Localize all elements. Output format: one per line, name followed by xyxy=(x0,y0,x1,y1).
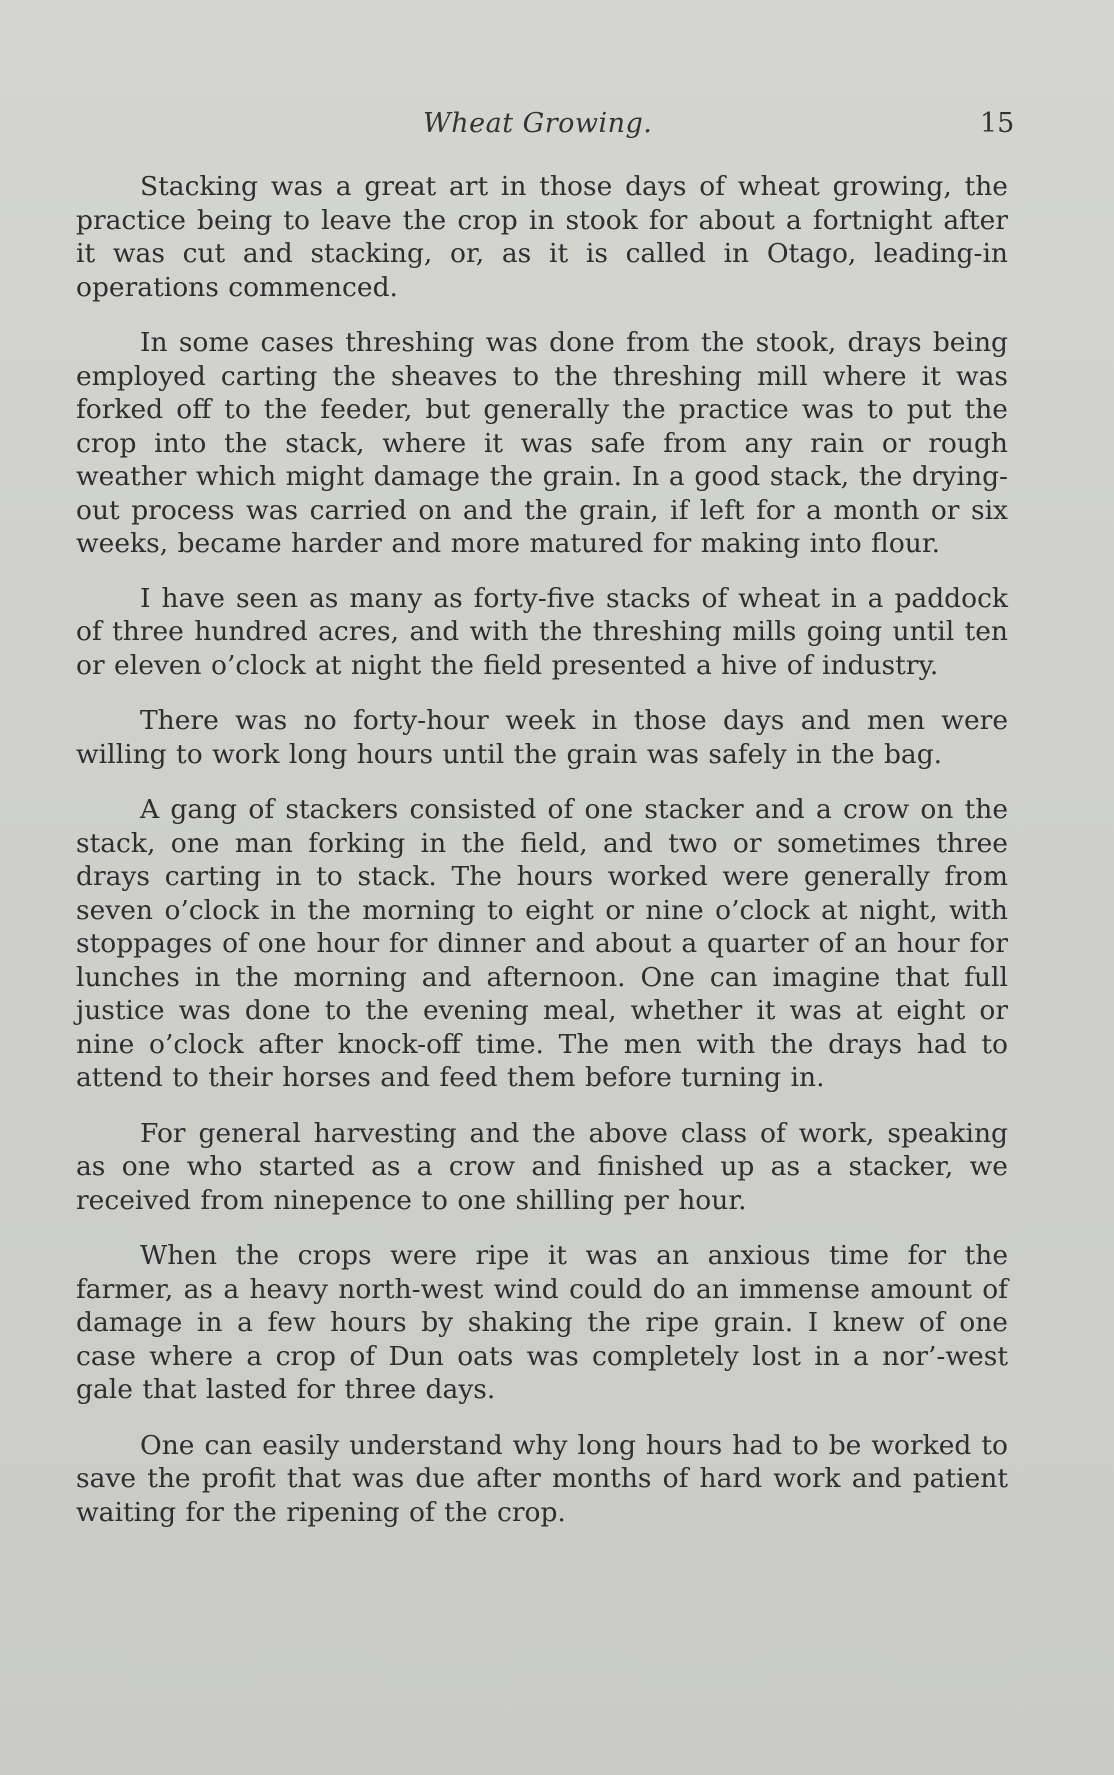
page-header xyxy=(0,108,1114,148)
paragraph-forty-hour-week: There was no forty-hour week in those days and men were willing to work long hours until the grain was safely in the bag. xyxy=(76,705,1008,770)
page-number: 15 xyxy=(980,108,1015,139)
paragraph-threshing: In some cases threshing was done from the stook, drays being employed carting the sheaves to the threshing mill where it was forked off to the feeder, but generally the practice was to put the crop into the stack, where it was safe from any rain or rough weather which might damage the grain. In a good stack, the drying-out process was carried on and the grain, if left for a month or six weeks, became harder and more matured for making into flour. xyxy=(76,327,1008,559)
paragraph-stacks-of-wheat: I have seen as many as forty-five stacks of wheat in a paddock of three hundred acres, and with the threshing mills going until ten or eleven o’clock at night the field presented a hive of industry. xyxy=(76,582,1008,681)
paragraph-ripe-crops: When the crops were ripe it was an anxious time for the farmer, as a heavy north-west wind could do an immense amount of damage in a few hours by shaking the ripe grain. I knew of one case where a crop of Dun oats was completely lost in a nor’-west gale that lasted for three days. xyxy=(76,1240,1008,1405)
paragraph-harvesting-wages: For general harvesting and the above class of work, speaking as one who started as a crow and finished up as a stacker, we received from ninepence to one shilling per hour. xyxy=(76,1117,1008,1216)
body-text xyxy=(76,170,1008,1551)
paragraph-long-hours: One can easily understand why long hours had to be worked to save the profit that was due after months of hard work and patient waiting for the ripening of the crop. xyxy=(76,1429,1008,1528)
paragraph-gang-of-stackers: A gang of stackers consisted of one stacker and a crow on the stack, one man forking in the field, and two or sometimes three drays carting in to stack. The hours worked were generally from seven o’clock in the morning to eight or nine o’clock at night, with stoppages of one hour for dinner and about a quarter of an hour for lunches in the morning and afternoon. One can imagine that full justice was done to the evening meal, whether it was at eight or nine o’clock after knock-off time. The men with the drays had to attend to their horses and feed them before turning in. xyxy=(76,794,1008,1093)
running-title: Wheat Growing. xyxy=(423,108,653,139)
paragraph-stacking: Stacking was a great art in those days of wheat growing, the practice being to leave the crop in stook for about a fortnight after it was cut and stacking, or, as it is called in Otago, leading-in operations commenced. xyxy=(76,171,1008,303)
